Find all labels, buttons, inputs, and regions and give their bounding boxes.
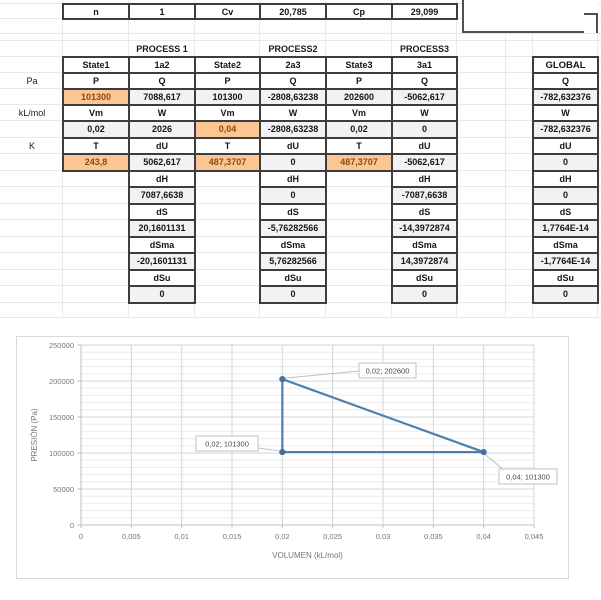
- x-axis-title: VOLUMEN (kL/mol): [272, 551, 343, 560]
- label-leader-line: [285, 371, 359, 378]
- x-tick-label: 0,02: [275, 532, 290, 541]
- sheet-cell[interactable]: 487,3707: [325, 153, 393, 172]
- process-label[interactable]: PROCESS3: [399, 43, 450, 54]
- y-tick-label: 0: [69, 521, 74, 530]
- constants-cell[interactable]: Cp: [325, 3, 393, 20]
- label-leader-line: [485, 454, 505, 471]
- sheet-cell[interactable]: dSma: [391, 236, 458, 255]
- sheet-cell[interactable]: T: [62, 137, 130, 156]
- sheet-cell[interactable]: 5062,617: [128, 153, 196, 172]
- overlay-box-corner: [584, 13, 598, 33]
- sheet-cell[interactable]: 243,8: [62, 153, 130, 172]
- constants-cell[interactable]: Cv: [194, 3, 261, 20]
- sheet-cell[interactable]: 2026: [128, 120, 196, 139]
- global-cell[interactable]: dH: [532, 170, 599, 189]
- sheet-cell[interactable]: dU: [391, 137, 458, 156]
- global-cell[interactable]: 1,7764E-14: [532, 219, 599, 238]
- state-header-cell[interactable]: State2: [194, 56, 261, 74]
- global-cell[interactable]: 0: [532, 285, 599, 304]
- y-tick-label: 150000: [48, 413, 74, 422]
- x-tick-label: 0,01: [174, 532, 189, 541]
- x-tick-label: 0,03: [375, 532, 391, 541]
- sheet-cell[interactable]: T: [194, 137, 261, 156]
- sheet-cell[interactable]: 7087,6638: [128, 186, 196, 205]
- y-tick-label: 250000: [48, 341, 74, 350]
- sheet-cell[interactable]: 0: [128, 285, 196, 304]
- sheet-cell[interactable]: dH: [259, 170, 327, 189]
- sheet-cell[interactable]: dS: [259, 203, 327, 222]
- x-tick-label: 0,005: [121, 532, 141, 541]
- state-header-cell[interactable]: 1a2: [128, 56, 196, 74]
- sheet-cell[interactable]: 0,04: [194, 120, 261, 139]
- sheet-cell[interactable]: 101300: [62, 88, 130, 106]
- sheet-cell[interactable]: -5062,617: [391, 88, 458, 106]
- global-cell[interactable]: 0: [532, 186, 599, 205]
- label-leader-line: [258, 448, 280, 451]
- sheet-cell[interactable]: 5,76282566: [259, 252, 327, 271]
- constants-cell[interactable]: 1: [128, 3, 196, 20]
- sheet-cell[interactable]: -5062,617: [391, 153, 458, 172]
- y-tick-label: 100000: [48, 449, 74, 458]
- sheet-cell[interactable]: 0: [391, 285, 458, 304]
- global-cell[interactable]: -1,7764E-14: [532, 252, 599, 271]
- sheet-cell[interactable]: 0: [259, 186, 327, 205]
- data-label[interactable]: 0,04; 101300: [506, 472, 550, 482]
- sheet-gridline-h: [0, 33, 601, 34]
- sheet-cell[interactable]: 0: [391, 120, 458, 139]
- sheet-cell[interactable]: -2808,63238: [259, 120, 327, 139]
- process-label[interactable]: PROCESS 1: [136, 43, 188, 54]
- sheet-cell[interactable]: P: [62, 72, 130, 90]
- sheet-cell[interactable]: 0,02: [62, 120, 130, 139]
- sheet-cell[interactable]: -20,1601131: [128, 252, 196, 271]
- x-tick-label: 0,025: [323, 532, 343, 541]
- sheet-cell[interactable]: dSma: [259, 236, 327, 255]
- unit-label: kL/mol: [18, 108, 46, 118]
- sheet-cell[interactable]: 101300: [194, 88, 261, 106]
- x-tick-label: 0: [78, 532, 84, 541]
- sheet-cell[interactable]: 0: [259, 153, 327, 172]
- global-cell[interactable]: W: [532, 104, 599, 122]
- sheet-cell[interactable]: Vm: [325, 104, 393, 122]
- global-cell[interactable]: 0: [532, 153, 599, 172]
- sheet-cell[interactable]: -2808,63238: [259, 88, 327, 106]
- data-label[interactable]: 0,02; 101300: [205, 439, 249, 449]
- sheet-cell[interactable]: Vm: [194, 104, 261, 122]
- state-header-cell[interactable]: State3: [325, 56, 393, 74]
- sheet-cell[interactable]: dSu: [259, 269, 327, 288]
- sheet-cell[interactable]: dSu: [128, 269, 196, 288]
- sheet-cell[interactable]: 202600: [325, 88, 393, 106]
- sheet-cell[interactable]: Q: [128, 72, 196, 90]
- process-label[interactable]: PROCESS2: [268, 43, 318, 54]
- sheet-cell[interactable]: 0: [259, 285, 327, 304]
- constants-cell[interactable]: n: [62, 3, 130, 20]
- global-cell[interactable]: dSu: [532, 269, 599, 288]
- sheet-cell[interactable]: dS: [128, 203, 196, 222]
- sheet-cell[interactable]: -14,3972874: [391, 219, 458, 238]
- sheet-cell[interactable]: 20,1601131: [128, 219, 196, 238]
- sheet-cell[interactable]: P: [325, 72, 393, 90]
- global-cell[interactable]: Q: [532, 72, 599, 90]
- x-tick-label: 0,045: [524, 532, 544, 541]
- x-tick-label: 0,015: [222, 532, 242, 541]
- state-header-cell[interactable]: 2a3: [259, 56, 327, 74]
- global-cell[interactable]: dSma: [532, 236, 599, 255]
- sheet-cell[interactable]: dU: [259, 137, 327, 156]
- y-tick-label: 50000: [53, 485, 74, 494]
- sheet-cell[interactable]: 487,3707: [194, 153, 261, 172]
- sheet-cell[interactable]: dH: [128, 170, 196, 189]
- sheet-cell[interactable]: 7088,617: [128, 88, 196, 106]
- data-point-marker[interactable]: [279, 376, 285, 382]
- sheet-cell[interactable]: dS: [391, 203, 458, 222]
- sheet-gridline-v: [505, 0, 506, 317]
- unit-label: K: [28, 140, 35, 151]
- global-cell[interactable]: -782,632376: [532, 120, 599, 139]
- empty-overlay-box: [462, 0, 598, 33]
- global-cell[interactable]: -782,632376: [532, 88, 599, 106]
- pv-diagram-chart[interactable]: [16, 336, 569, 579]
- y-tick-label: 200000: [48, 377, 74, 386]
- sheet-cell[interactable]: 0,02: [325, 120, 393, 139]
- data-label[interactable]: 0,02; 202600: [365, 366, 410, 376]
- sheet-cell[interactable]: Vm: [62, 104, 130, 122]
- x-tick-label: 0,04: [476, 532, 491, 541]
- sheet-cell[interactable]: -7087,6638: [391, 186, 458, 205]
- sheet-cell[interactable]: W: [391, 104, 458, 122]
- sheet-cell[interactable]: 14,3972874: [391, 252, 458, 271]
- state-header-cell[interactable]: 3a1: [391, 56, 458, 74]
- sheet-cell[interactable]: P: [194, 72, 261, 90]
- data-point-marker[interactable]: [279, 449, 285, 455]
- sheet-gridline-h: [0, 317, 601, 318]
- sheet-cell[interactable]: dSma: [128, 236, 196, 255]
- x-tick-label: 0,035: [423, 532, 443, 541]
- sheet-cell[interactable]: Q: [391, 72, 458, 90]
- sheet-cell[interactable]: Q: [259, 72, 327, 90]
- sheet-cell[interactable]: dH: [391, 170, 458, 189]
- global-header-cell[interactable]: GLOBAL: [532, 56, 599, 74]
- unit-label: Pa: [26, 76, 38, 86]
- state-header-cell[interactable]: State1: [62, 56, 130, 74]
- sheet-cell[interactable]: dSu: [391, 269, 458, 288]
- global-cell[interactable]: dU: [532, 137, 599, 156]
- sheet-cell[interactable]: W: [128, 104, 196, 122]
- sheet-cell[interactable]: T: [325, 137, 393, 156]
- data-point-marker[interactable]: [481, 449, 487, 455]
- global-cell[interactable]: dS: [532, 203, 599, 222]
- sheet-cell[interactable]: W: [259, 104, 327, 122]
- sheet-cell[interactable]: dU: [128, 137, 196, 156]
- constants-cell[interactable]: 29,099: [391, 3, 458, 20]
- y-axis-title: PRESIÓN (Pa): [30, 408, 39, 462]
- constants-cell[interactable]: 20,785: [259, 3, 327, 20]
- sheet-cell[interactable]: -5,76282566: [259, 219, 327, 238]
